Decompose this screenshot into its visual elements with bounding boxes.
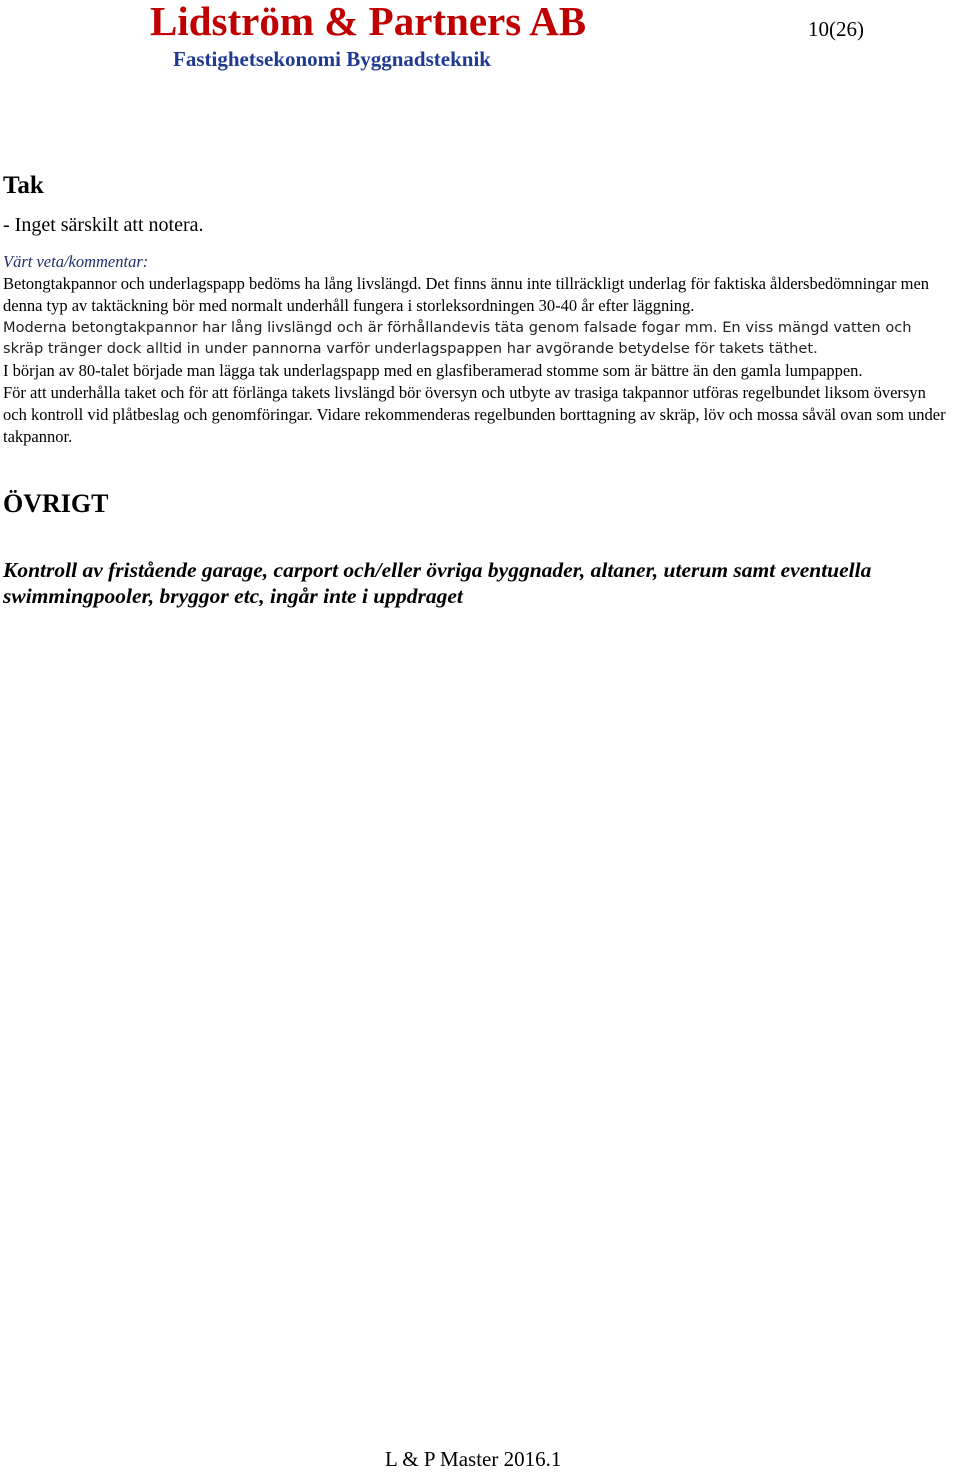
company-subtitle: Fastighetsekonomi Byggnadsteknik [173,47,491,71]
paragraph-underhall: För att underhålla taket och för att förlänga takets livslängd bör översyn och utbyte av trasiga takpannor utföras regelbundet liksom översyn och kontroll vid plåtbeslag och genomföringar. Vidare rekommenderas regelbunden borttagning av skräp, löv och mossa såväl ovan som under takpannor. [3,382,946,446]
footer-version: L & P Master 2016.1 [385,1447,562,1471]
document-body [3,170,953,609]
section-heading-tak: Tak [3,172,44,199]
scope-disclaimer: Kontroll av fristående garage, carport och/eller övriga byggnader, altaner, uterum samt eventuella swimmingpooler, bryggor etc, ingår inte i uppdraget [3,558,872,609]
page-number: 10(26) [808,17,864,41]
section-heading-ovrigt: ÖVRIGT [3,489,109,519]
comment-label: Värt veta/kommentar: [3,252,149,271]
company-name: Lidström & Partners AB [150,0,587,44]
tak-note: - Inget särskilt att notera. [3,214,204,236]
paragraph-betongtakpannor: Moderna betongtakpannor har lång livslängd och är förhållandevis täta genom falsade fogar mm. En viss mängd vatten och skräp tränger dock alltid in under pannorna varför underlagspappen har avgörande betydelse för takets täthet. [3,318,912,358]
paragraph-livslangd: Betongtakpannor och underlagspapp bedöms ha lång livslängd. Det finns ännu inte tillräckligt underlag för faktiska åldersbedömningar men denna typ av taktäckning bör med normalt underhåll fungera i storleksordningen 30-40 år efter läggning. [3,274,930,315]
paragraph-underlagspapp: I början av 80-talet började man lägga tak underlagspapp med en glasfiberamerad stomme som är bättre än den gamla lumpappen. [3,361,863,381]
